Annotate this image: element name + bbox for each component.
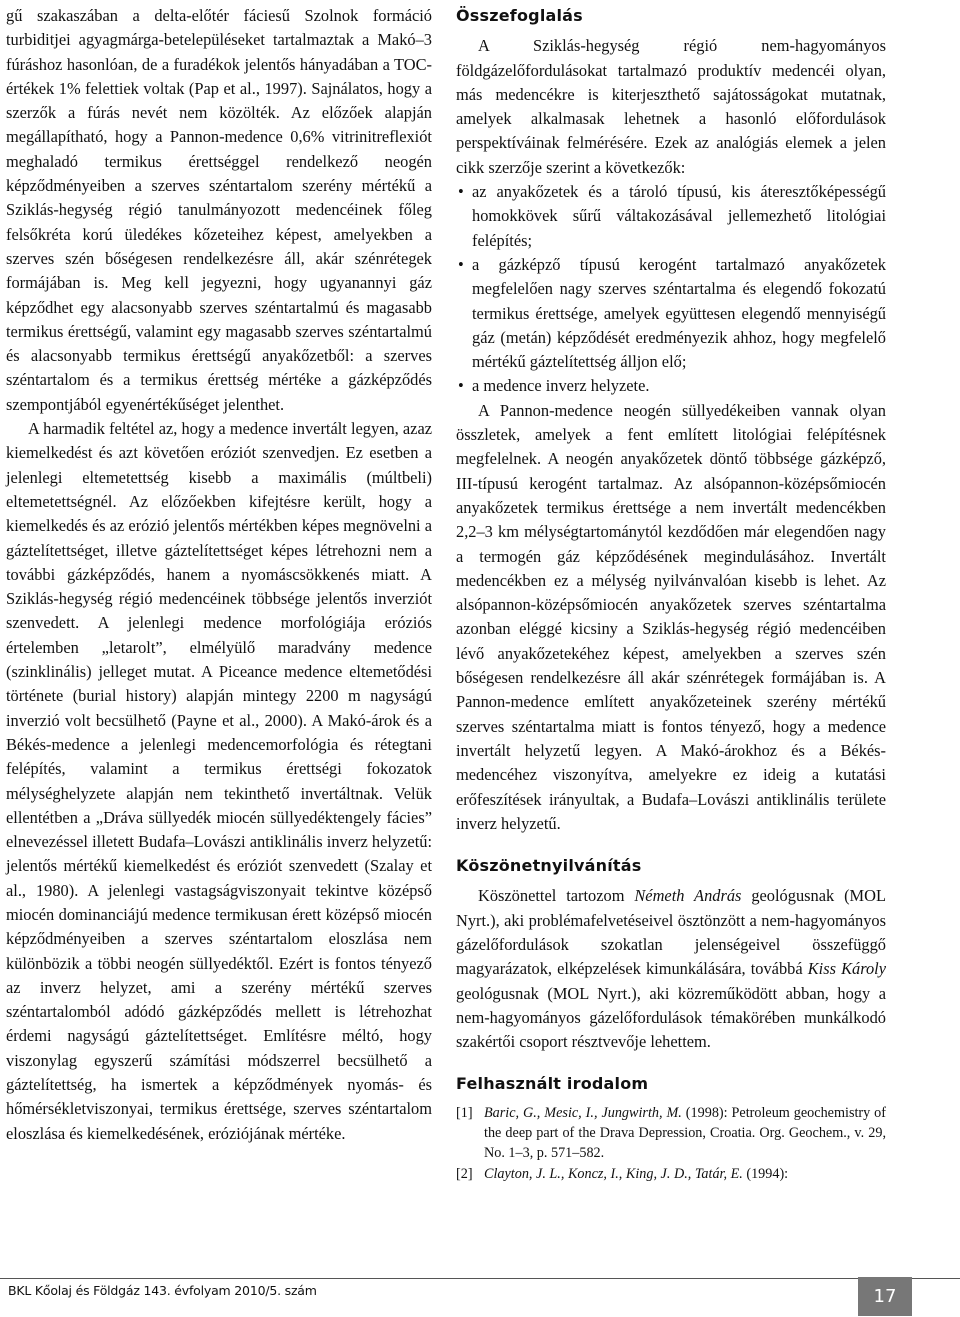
journal-footer: BKL Kőolaj és Földgáz 143. évfolyam 2010/5. szám [8,1283,317,1298]
page-number: 17 [858,1277,912,1316]
left-paragraph-1: gű szakaszában a delta-előtér fáciesű Szolnok formáció turbiditjei agyagmárga-betelepüléseket tartalmaztak a Makó–3 fúráshoz hasonlóan, de a furadékok jelentős hányadában a TOC-értékek 1% felettiek voltak (Pap et al., 1997). Sajnálatos, hogy a szerzők a fúrás nevét nem közölték. Az előzőek alapján megállapítható, hogy a Pannon-medence 0,6% vitrinitreflexiót meghaladó termikus érettséggel rendelkező neogén képződményeiben a szerves széntartalom szerény mértékű a Sziklás-hegység régió tanulmányozott medencéinek főleg felsőkréta korú üledékes kőzeteihez képest, amelyekben a szerves szén bőségesen rendelkezésre áll, akár szénrétegek formájában is. Meg kell jegyezni, hogy ugyanannyi gáz képződhet egy alacsonyabb szerves széntartalmú és magasabb termikus érettségű, valamint egy magasabb szerves széntartalmú és alacsonyabb termikus érettségű anyakőzetből: a szerves széntartalom és a termikus érettség mértéke a gázképződés szempontjából egyenértékűséget jelenthet. [6,6,432,414]
references-heading: Felhasznált irodalom [456,1074,649,1094]
reference-item [456,1103,886,1163]
reference-authors: Clayton, J. L., Koncz, I., King, J. D., Tatár, E. [484,1165,743,1182]
ack-text: geológusnak (MOL Nyrt.), aki közreműködött abban, hogy a nem-hagyományos gázelőfordulások témakörében munkálkodó szakértői csoport résztvevője lehettem. [456,983,886,1052]
summary-bullet: • a medence inverz helyzete. [456,374,886,398]
summary-bullet: • a gázképző típusú kerogént tartalmazó anyakőzetek megfelelően nagy szerves széntartalma és elegendő fokozatú termikus érettsége, amelyek együttesen elegendő mennyiségű gáz (metán) képződését eredményezik ahhoz, hogy megfelelő mértékű gáztelítettség álljon elő; [456,253,886,374]
acknowledgement-heading: Köszönetnyilvánítás [456,856,642,876]
summary-bullet: • az anyakőzetek és a tároló típusú, kis áteresztőképességű homokkövek sűrű váltakozásával jellemezhető litológiai felépítés; [456,180,886,253]
reference-number: [2] [456,1165,473,1182]
reference-number: [1] [456,1104,473,1121]
reference-text: (1994): [742,1165,789,1182]
ack-person-name: Kiss Károly [807,959,887,979]
ack-text: geológusnak (MOL Nyrt.), aki problémafelvetéseivel ösztönzött a nem-hagyományos gázelőfordulások szokatlan jelenségeivel összefüggő magyarázatok, elképzelések kimunkálására, továbbá [456,886,886,979]
summary-intro: A Sziklás-hegység régió nem-hagyományos földgázelőfordulásokat tartalmazó produktív medencéi olyan, más medencékre is kiterjeszthető sajátosságokat mutatnak, amelyek alkalmasak lehetnek a hasonló előfordulások perspektíváinak felmérésére. Ezek az analógiás elemek a jelen cikk szerzője szerint a következők: [456,36,886,177]
summary-bullet-list [456,180,886,399]
left-column [6,4,432,1146]
acknowledgement-paragraph [456,884,886,1054]
reference-list [456,1103,886,1184]
ack-person-name: Németh András [634,886,742,906]
right-column [456,4,886,1185]
left-paragraph-2: A harmadik feltétel az, hogy a medence invertált legyen, azaz kiemelkedést és azt követően eróziót szenvedjen. Ez esetben a jelenlegi eltemetettség kisebb a maximális (múltbeli) eltemetettségnél. Az előzőekben kifejtésre került, hogy a kiemelkedés és az erózió jelentős mértékben képes megnövelni a gáztelítettséget, illetve gáztelítettséget képes létrehozni nem a további gázképződés, hanem a nyomáscsökkenés miatt. A Sziklás-hegység régió medencéinek többsége jelentős inverziót szenvedett. A jelenlegi medence morfológiája eróziós értelemben „letarolt”, elmélyülő maradvány medence (szinklinális) jelleget mutat. A Piceance medence eltemetődési története (burial history) alapján mintegy 2200 m nagyságú inverzió volt becsülhető (Payne et al., 2000). A Makó-árok és a Békés-medence a jelenlegi medencemorfológia és rétegtani felépítés, valamint a termikus érettségi fokozatok mélységhelyzete alapján nem tekinthető invertáltnak. Velük ellentétben a „Dráva süllyedék miocén süllyedéktengely fácies” elnevezéssel illetett Budafa–Lovászi antiklinális inverz helyzetű: jelentős mértékű kiemelkedést és eróziót szenvedett (Szalay et al., 1980). A jelenlegi vastagságviszonyait tekintve középső miocén dominanciájú medence termikusan érett középső miocén képződményeiben a szerves széntartalom eloszlása nem különbözik a többi neogén süllyedéktől. Ezért is fontos tényező az inverz helyzet, ami a szerény mértékű szerves széntartalomból adódó gázképződés mellett is létrehozhat érdemi nagyságú gáztelítettséget. Említésre méltó, hogy viszonylag egyszerű számítási módszerrel becsülhető a gáztelítettség, ha ismertek a képződmények nyomás- és hőmérsékletviszonyai, termikus érettsége, szerves széntartalom eloszlása és kiemelkedésének, eróziójának mértéke. [6,419,432,1143]
ack-text: Köszönettel tartozom [478,886,635,906]
summary-paragraph-2: A Pannon-medence neogén süllyedékeiben vannak olyan összletek, amelyek a fent említett litológiai felépítésnek megfelelnek. A neogén anyakőzetek döntő többsége gázképző, III-típusú kerogént tartalmaz. Az alsópannon-középsőmiocén anyakőzetek termikus érettsége a nem invertált medencékben 2,2–3 km mélységtartománytól kezdődően már elegendően nagy a termogén gáz képződésének megindulásához. Invertált medencékben ez a mélység nyilvánvalóan kisebb is lehet. Az alsópannon-középsőmiocén anyakőzetek szerves széntartalma azonban eléggé kicsiny a Sziklás-hegység régió medencéiben lévő anyakőzetekéhez képest, amelyekben a szerves szén bőségesen rendelkezésre áll akár szénrétegek formájában is. A Pannon-medence említett anyakőzeteinek szerény mértékű szerves széntartalma miatt is fontos tényező, hogy a medence invertált helyzetű legyen. A Makó-árokhoz és a Békés-medencéhez viszonyítva, amelyekre ez ideig a kutatási erőfeszítések irányultak, a Budafa–Lovászi antiklinális területe inverz helyzetű. [456,400,886,833]
reference-item [456,1164,886,1184]
summary-heading: Összefoglalás [456,6,583,25]
reference-text: (1998): Petroleum geochemistry of the deep part of the Drava Depression, Croatia. Org. Geochem., v. 29, No. 1–3, p. 571–582. [484,1104,886,1161]
footer-divider [0,1278,960,1279]
reference-authors: Baric, G., Mesic, I., Jungwirth, M. [484,1104,682,1121]
